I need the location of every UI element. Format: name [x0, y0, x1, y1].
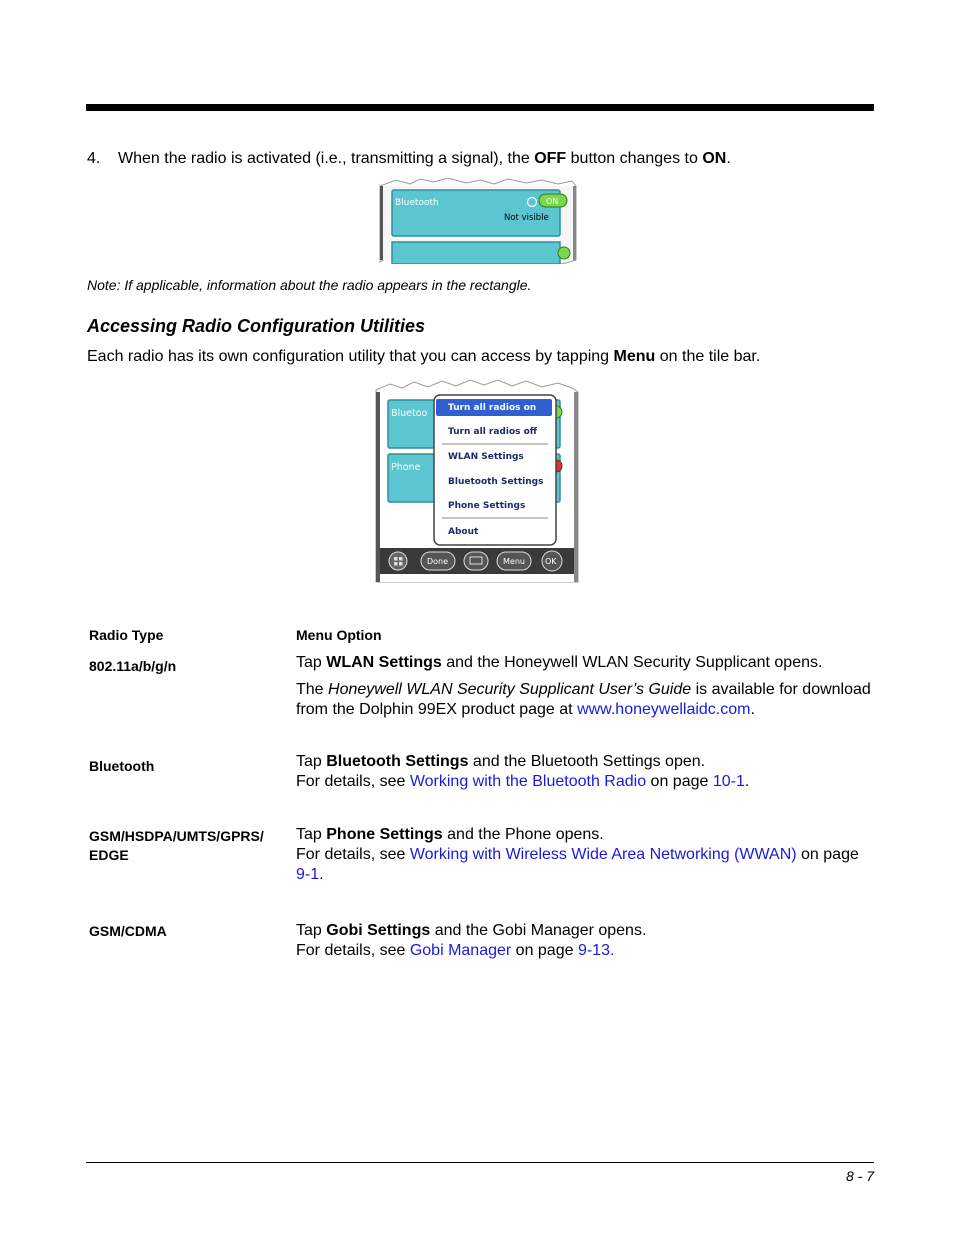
tile-label: Bluetooth: [395, 198, 439, 208]
menu-turn-all-on[interactable]: Turn all radios on: [448, 403, 537, 413]
see-text: For details, see: [296, 773, 410, 790]
bluetooth-rest: and the Bluetooth Settings open.: [468, 753, 706, 770]
gobi-settings-label: Gobi Settings: [326, 922, 431, 939]
off-label: OFF: [534, 150, 567, 167]
menu-turn-all-off[interactable]: Turn all radios off: [448, 427, 538, 437]
on-page-text: on page: [646, 773, 713, 790]
gobi-manager-link[interactable]: Gobi Manager: [409, 942, 512, 959]
step-text-c: .: [726, 150, 731, 167]
tile-phone: Phone: [391, 462, 421, 473]
row-type-bluetooth: Bluetooth: [89, 758, 155, 774]
step-number: 4.: [87, 150, 101, 167]
honeywell-link[interactable]: www.honeywellaidc.com: [577, 701, 751, 718]
gobi-rest: and the Gobi Manager opens.: [430, 922, 647, 939]
header-rule: [86, 104, 874, 111]
menu-button-label: Menu: [503, 557, 525, 566]
page-number: 8 - 7: [845, 1168, 874, 1184]
tap-text: Tap: [296, 753, 327, 770]
guide-title: Honeywell WLAN Security Supplicant User’s Guide: [328, 681, 692, 698]
menu-phone-settings[interactable]: Phone Settings: [448, 501, 526, 511]
step-4: [87, 150, 731, 168]
page-link-9-13[interactable]: 9-13.: [577, 942, 615, 959]
on-label: ON: [702, 150, 727, 167]
intro-text-a: Each radio has its own configuration utility that you can access by tapping: [87, 348, 614, 365]
popup-menu: [434, 395, 556, 545]
phone-rest: and the Phone opens.: [442, 826, 604, 843]
menu-bluetooth-settings[interactable]: Bluetooth Settings: [448, 477, 544, 487]
section-heading: Accessing Radio Configuration Utilities: [87, 316, 426, 336]
menu-about[interactable]: About: [448, 527, 479, 537]
step-text-b: button changes to: [566, 150, 703, 167]
see-text: For details, see: [296, 846, 410, 863]
phone-settings-label: Phone Settings: [326, 826, 443, 843]
row-type-gsm-hsdpa: GSM/HSDPA/UMTS/GPRS/ EDGE: [89, 828, 264, 863]
wlan-rest: and the Honeywell WLAN Security Supplicant opens.: [441, 654, 823, 671]
row-type-gsm-cdma: GSM/CDMA: [89, 923, 167, 939]
tap-text: Tap: [296, 826, 327, 843]
bluetooth-radio-link[interactable]: Working with the Bluetooth Radio: [409, 773, 647, 790]
end-text: .: [744, 773, 750, 790]
tap-text: Tap: [296, 654, 327, 671]
on-page-text: on page: [796, 846, 859, 863]
row-option-gobi: [296, 921, 876, 961]
header-radio-type: Radio Type: [89, 627, 164, 643]
toggle-label: ON: [546, 197, 559, 206]
footer-rule: [86, 1162, 874, 1163]
status-text: Not visible: [504, 213, 549, 223]
guide-text: is available for download from the Dolphin 99EX product page at: [296, 681, 871, 718]
intro-paragraph: [87, 348, 760, 366]
on-page-text: on page: [511, 942, 578, 959]
ok-label: OK: [545, 557, 557, 566]
page-link-10-1[interactable]: 10-1: [712, 773, 745, 790]
header-menu-option: Menu Option: [296, 627, 382, 643]
wlan-settings-label: WLAN Settings: [326, 654, 442, 671]
menu-screenshot: [372, 378, 582, 584]
intro-menu: Menu: [613, 348, 656, 365]
row-option-bluetooth: [296, 752, 876, 792]
bluetooth-settings-label: Bluetooth Settings: [326, 753, 469, 770]
row-option-wlan: [296, 653, 876, 720]
end-text: .: [319, 866, 324, 883]
note: Note: If applicable, information about the radio appears in the rectangle.: [87, 277, 532, 293]
menu-wlan-settings[interactable]: WLAN Settings: [448, 452, 524, 462]
tile-bluetooth: Bluetoo: [391, 408, 428, 419]
page-link-9-1[interactable]: 9-1: [296, 866, 320, 883]
guide-end: .: [750, 701, 755, 718]
guide-prefix: The: [296, 681, 329, 698]
step-text-a: When the radio is activated (i.e., transmitting a signal), the: [118, 150, 535, 167]
see-text: For details, see: [296, 942, 410, 959]
row-type-wlan: 802.11a/b/g/n: [89, 658, 177, 674]
bluetooth-tile-screenshot: [376, 178, 580, 264]
windows-start-icon[interactable]: [389, 552, 407, 570]
intro-text-b: on the tile bar.: [655, 348, 761, 365]
row-option-phone: [296, 825, 876, 885]
wwan-link[interactable]: Working with Wireless Wide Area Networking (WWAN): [409, 846, 797, 863]
done-label: Done: [427, 557, 449, 566]
tap-text: Tap: [296, 922, 327, 939]
keyboard-icon[interactable]: [464, 552, 488, 570]
